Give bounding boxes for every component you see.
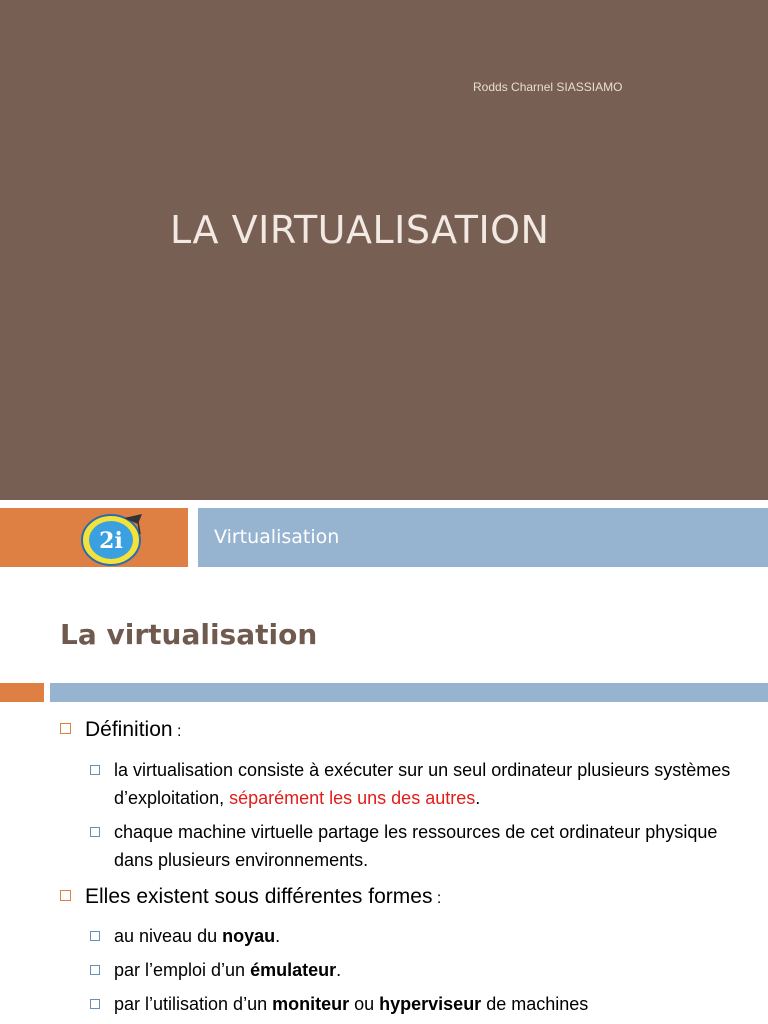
title-slide	[0, 0, 768, 500]
bullet-label: Elles existent sous différentes formes	[85, 885, 433, 908]
school-logo-icon	[80, 510, 146, 566]
accent-bar-orange	[0, 683, 44, 702]
bold-term: moniteur	[272, 994, 350, 1014]
slide-header-text: Virtualisation	[214, 526, 340, 548]
sub-bullet-text-end: .	[275, 926, 281, 946]
accent-bar-blue	[50, 683, 768, 702]
sub-bullet-text: la virtualisation consiste à exécuter sur un seul ordinateur plusieurs systèmes d’exploitation,	[114, 760, 731, 808]
sub-bullet-text: par l’utilisation d’un	[114, 994, 273, 1014]
square-sub-bullet-icon	[90, 965, 100, 975]
sub-bullet-text: ou	[349, 994, 380, 1014]
square-sub-bullet-icon	[90, 931, 100, 941]
highlighted-text: séparément les uns des autres	[229, 788, 476, 808]
slide-header-band	[198, 508, 768, 567]
slide-title: La virtualisation	[60, 618, 318, 651]
sub-bullet-text: par l’emploi d’un	[114, 960, 251, 980]
logo-text: 2i	[99, 528, 123, 554]
bold-term: noyau	[222, 926, 276, 946]
author-name: Rodds Charnel SIASSIAMO	[473, 80, 623, 94]
sub-bullet	[90, 756, 750, 812]
bullet-forms	[60, 885, 441, 909]
bullet-suffix: :	[432, 890, 442, 907]
sub-bullet-text-end: .	[336, 960, 342, 980]
sub-bullet-text-end: .	[475, 788, 481, 808]
bullet-definition	[60, 718, 181, 742]
square-sub-bullet-icon	[90, 827, 100, 837]
bold-term: hyperviseur	[379, 994, 482, 1014]
presentation-title: LA VIRTUALISATION	[170, 208, 550, 252]
sub-bullet-text: au niveau du	[114, 926, 223, 946]
bullet-suffix: :	[172, 723, 182, 740]
square-bullet-icon	[60, 723, 71, 734]
sub-bullet	[90, 956, 750, 984]
bold-term: émulateur	[250, 960, 337, 980]
sub-bullet	[90, 990, 750, 1018]
square-sub-bullet-icon	[90, 765, 100, 775]
slide-separator	[0, 500, 768, 508]
square-bullet-icon	[60, 890, 71, 901]
bullet-label: Définition	[85, 718, 173, 741]
sub-bullet-text-end: de machines	[481, 994, 589, 1014]
sub-bullet	[90, 818, 750, 874]
square-sub-bullet-icon	[90, 999, 100, 1009]
sub-bullet	[90, 922, 750, 950]
sub-bullet-text: chaque machine virtuelle partage les ressources de cet ordinateur physique dans plusieurs environnements.	[114, 822, 718, 870]
